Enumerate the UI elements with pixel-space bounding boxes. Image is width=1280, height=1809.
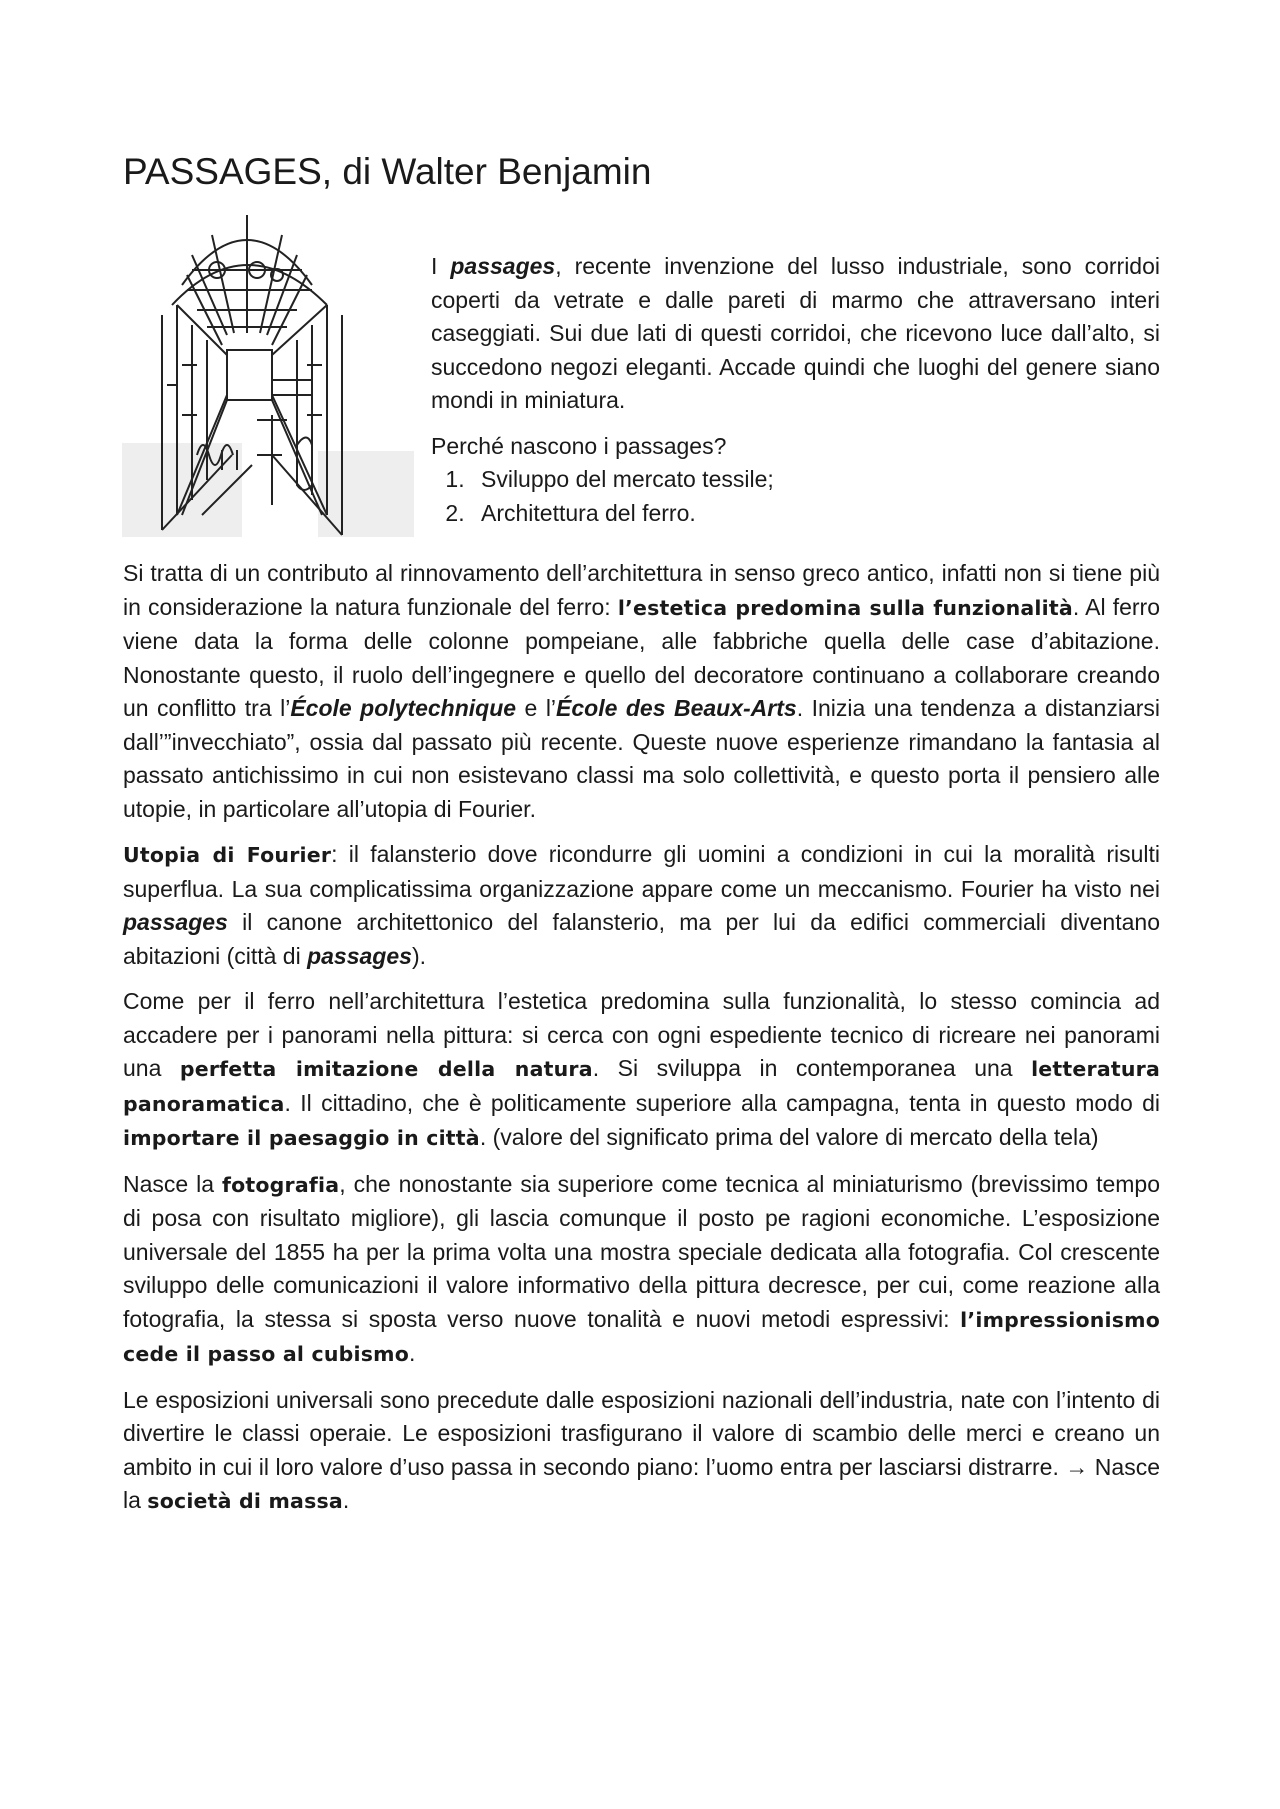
paragraph-photography: [123, 1168, 1160, 1372]
arcade-sketch-illustration: [122, 215, 414, 537]
bold-phrase: società di massa: [147, 1489, 343, 1513]
intro-text-2: , recente invenzione del lusso industriale, sono corridoi coperti da vetrate e dalle pareti di marmo che attraversano interi caseggiati. Sui due lati di questi corridoi, che ricevono luce dall’alto, si succedono negozi eleganti. Accade quindi che luoghi del genere siano mondi in miniatura.: [431, 253, 1160, 413]
reasons-list: [431, 463, 1160, 530]
bold-phrase: l’estetica predomina sulla funzionalità: [617, 595, 1073, 620]
intro-text-1: I: [431, 253, 451, 279]
text-run: . Il cittadino, che è politicamente superiore alla campagna, tenta in questo modo di: [284, 1089, 1160, 1116]
paragraph-fourier: [123, 838, 1160, 973]
text-run: e l’: [516, 695, 557, 721]
italic-phrase: passages: [123, 909, 228, 935]
bold-phrase: letteratura panoramatica: [123, 1057, 1160, 1116]
intro-section: [431, 250, 1160, 530]
text-run: , che nonostante sia superiore come tecnica al miniaturismo (brevissimo tempo di posa con risultato migliore), gli lascia comunque il posto pe ragioni economiche. L’esposizione universale del 1855 ha per la prima volta una mostra speciale dedicata alla fotografia. Col crescente sviluppo delle comunicazioni il valore informativo della pittura decresce, per cui, come reazione alla fotografia, la stessa si sposta verso nuove tonalità e nuovi metodi espressivi:: [123, 1170, 1160, 1332]
paragraph-panorama: [123, 985, 1160, 1156]
list-item: 2. Architettura del ferro.: [471, 497, 1160, 531]
text-run: Nasce la: [123, 1453, 1160, 1513]
text-run: Come per il ferro nell’architettura l’estetica predomina sulla funzionalità, lo stesso comincia ad accadere per i panorami nella pittura: si cerca con ogni espediente tecnico di ricreare nei panorami una: [123, 988, 1160, 1081]
intro-paragraph: [431, 250, 1160, 418]
text-run: : il falansterio dove ricondurre gli uomini a condizioni in cui la moralità risulti superflua. La sua complicatissima organizzazione appare come un meccanismo. Fourier ha visto nei: [123, 841, 1160, 902]
text-run: . Si sviluppa in contemporanea una: [592, 1055, 1032, 1081]
bold-phrase: importare il paesaggio in città: [123, 1126, 480, 1150]
bold-phrase: l’impressionismo cede il passo al cubismo: [123, 1307, 1160, 1366]
text-run: . (valore del significato prima del valore di mercato della tela): [479, 1124, 1099, 1150]
text-run: ).: [411, 942, 427, 969]
bold-phrase: Utopia di Fourier: [123, 843, 332, 867]
text-run: .: [342, 1487, 350, 1513]
paragraph-architecture: [123, 557, 1160, 826]
bold-phrase: fotografia: [221, 1172, 340, 1197]
arcade-sketch-drawing: [122, 215, 414, 537]
arrow-icon: →: [1065, 1453, 1089, 1480]
text-run: . Inizia una tendenza a distanziarsi dall’”invecchiato”, ossia dal passato più recente. Queste nuove esperienze rimandano la fantasia al passato antichissimo in cui non esistevano classi ma solo collettività, e questo porta il pensiero alle utopie, in particolare all’utopia di Fourier.: [123, 695, 1161, 822]
page-title: PASSAGES, di Walter Benjamin: [123, 151, 652, 192]
body-text: [123, 557, 1160, 1531]
text-run: Nasce la: [123, 1170, 222, 1197]
question-line: Perché nascono i passages?: [431, 432, 727, 459]
text-run: il canone architettonico del falansterio, ma per lui da edifici commerciali diventano abitazioni (città di: [123, 909, 1160, 969]
list-item: 1. Sviluppo del mercato tessile;: [471, 463, 1160, 497]
text-run: Si tratta di un contributo al rinnovamento dell’architettura in senso greco antico, infatti non si tiene più in considerazione la natura funzionale del ferro:: [123, 560, 1160, 620]
italic-phrase: École des Beaux-Arts: [556, 695, 797, 721]
text-run: . Al ferro viene data la forma delle colonne pompeiane, alle fabbriche quella delle case d’abitazione. Nonostante questo, il ruolo dell’ingegnere e quello del decoratore continuano a collaborare creando un conflitto tra l’: [123, 593, 1160, 721]
italic-phrase: École polytechnique: [290, 695, 517, 721]
bold-phrase: perfetta imitazione della natura: [179, 1057, 593, 1081]
text-run: Le esposizioni universali sono precedute dalle esposizioni nazionali dell’industria, nate con l’intento di divertire le classi operaie. Le esposizioni trasfigurano il valore di scambio delle merci e creano un ambito in cui il loro valore d’uso passa in secondo piano: l’uomo entra per lasciarsi distrarre.: [123, 1386, 1160, 1480]
italic-phrase: passages: [307, 942, 412, 969]
text-run: .: [408, 1340, 416, 1366]
paragraph-exhibitions: [123, 1384, 1160, 1519]
term-passages: passages: [450, 253, 556, 279]
